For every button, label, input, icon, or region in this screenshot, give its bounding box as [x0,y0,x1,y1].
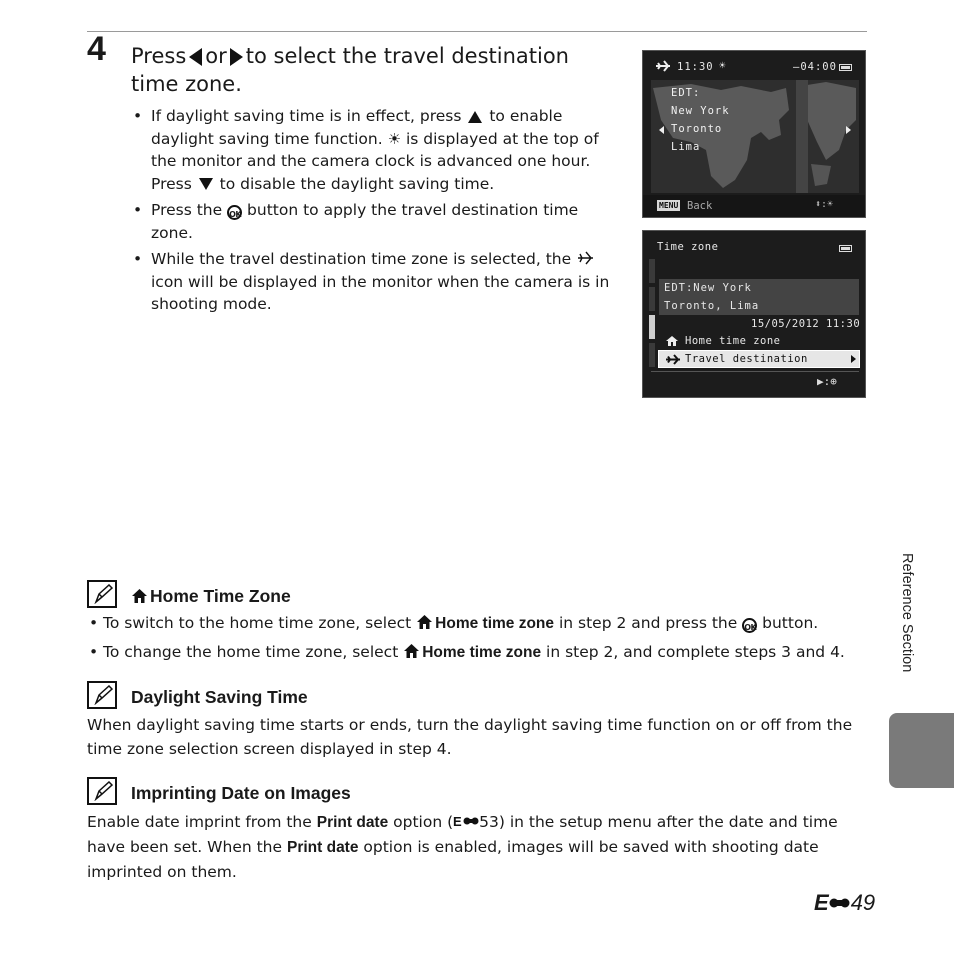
zone-city: New York [671,105,730,117]
ok-button-icon: OK [227,205,242,220]
submenu-arrow-icon [851,355,856,363]
note-pencil-icon [87,580,117,608]
note-bold-text: Print date [286,839,359,856]
bullet-text: is displayed at the top of the monitor and the camera clock is advanced one hour. Press [151,129,599,193]
step-title-or: or [205,44,227,68]
note-home-bullets [87,612,845,670]
note-dst-title: Daylight Saving Time [131,687,308,707]
menu-item-label: Travel destination [685,353,808,365]
section-tab [889,713,954,788]
ok-button-icon: OK [742,618,757,633]
right-arrow-icon [230,48,243,66]
reference-section-icon [829,896,851,910]
home-icon [131,588,148,604]
menu-button-icon: MENU [659,201,679,210]
zone-info-line2: Toronto, Lima [664,300,760,312]
battery-icon [839,64,852,71]
bullet-travel-icon [131,248,611,316]
home-icon [403,643,420,659]
camera-screen-timezone-menu [642,230,866,398]
airplane-icon [655,60,671,72]
note-home-title: Home Time Zone [150,586,291,606]
step-title-press: Press [131,44,187,68]
note-imprint-title: Imprinting Date on Images [131,783,351,803]
step-bullets [131,105,611,320]
zone-city: Toronto [671,123,723,135]
bullet-text: icon will be displayed in the monitor when the camera is in shooting mode. [151,272,610,313]
right-arrow-icon[interactable] [846,126,851,134]
page-number-value: 49 [850,890,876,915]
reference-section-icon [453,815,479,827]
left-arrow-icon[interactable] [659,126,664,134]
step-title-rest: to select the travel destination time zone. [131,44,569,96]
battery-icon [839,245,852,252]
menu-tab[interactable] [649,287,655,311]
selected-time-zone-band [796,80,808,193]
home-icon [416,614,433,630]
bullet-text: to enable daylight saving time function. [151,107,563,148]
screen-time: 11:30 [677,61,714,73]
travel-destination-icon [576,249,596,267]
back-label: Back [687,200,713,212]
note-text: Enable date imprint from the [87,813,312,831]
note-pencil-icon [87,777,117,805]
zone-city-list [671,84,730,156]
screen-status-bar [643,51,865,79]
note-pencil-icon [87,681,117,709]
left-arrow-icon [189,48,202,66]
step-number: 4 [87,30,106,68]
note-dst-text: When daylight saving time starts or ends, turn the daylight saving time function on or off from the time zone selection screen displayed in step 4. [87,716,853,758]
home-icon [665,335,679,347]
section-side-label [896,553,916,703]
up-arrow-icon [468,111,482,123]
section-label-text: Reference Section [899,553,915,673]
menu-item-home-time-zone[interactable]: Home time zone [685,335,781,347]
divider [651,371,859,372]
bullet-text: While the travel destination time zone is selected, the [151,250,572,268]
menu-tab-active[interactable] [649,315,655,339]
svg-text:E: E [453,815,462,827]
menu-tab[interactable] [649,259,655,283]
note-text: button. [762,614,819,632]
bullet-ok [131,199,611,244]
zone-city: Lima [671,141,701,153]
step-title [131,42,611,98]
bullet-text: to disable the daylight saving time. [219,174,495,193]
menu-item-travel-destination[interactable] [658,350,860,368]
note-bullet [87,641,845,664]
note-bold-text: Print date [316,814,389,831]
note-text: in step 2, and complete steps 3 and 4. [546,643,845,661]
zone-label: EDT: [671,87,701,99]
note-imprint-text [87,810,877,884]
note-bold-text: Home time zone [435,615,555,632]
note-text: 53) in the setup menu after the date and time have been set. When the [87,813,838,856]
airplane-icon [665,354,681,365]
note-bullet [87,612,845,635]
screen-title: Time zone [657,241,719,253]
down-arrow-icon [199,178,213,190]
zone-info-line1: EDT:New York [664,282,752,294]
note-text: To switch to the home time zone, select [103,614,412,632]
note-bold-text: Home time zone [422,644,542,661]
zone-datetime: 15/05/2012 11:30 [751,318,861,330]
daylight-saving-icon: ☀ [719,59,726,72]
bullet-text: Press the [151,201,223,219]
bullet-dst [131,105,611,195]
menu-tabs [649,259,655,367]
bullet-text: If daylight saving time is in effect, press [151,107,462,125]
updown-dst-guide-icon: ⬍:☀ [815,199,834,210]
menu-tab[interactable] [649,343,655,367]
camera-screen-map [642,50,866,218]
globe-guide-icon: ▶:⊕ [817,375,837,388]
page-number [814,890,875,916]
page-section-letter: E [814,890,829,915]
screen-utc-offset: –04:00 [793,61,837,73]
note-text: option ( [393,813,454,831]
top-rule [87,31,867,32]
bullet-text: button to apply the travel destination time zone. [151,201,579,242]
note-text: in step 2 and press the [558,614,738,632]
note-text: option is enabled, images will be saved with shooting date imprinted on them. [87,838,819,881]
note-title [131,586,291,607]
screen-guide-bar [643,195,865,217]
note-text: To change the home time zone, select [103,643,399,661]
daylight-saving-icon: ☀ [387,129,402,148]
